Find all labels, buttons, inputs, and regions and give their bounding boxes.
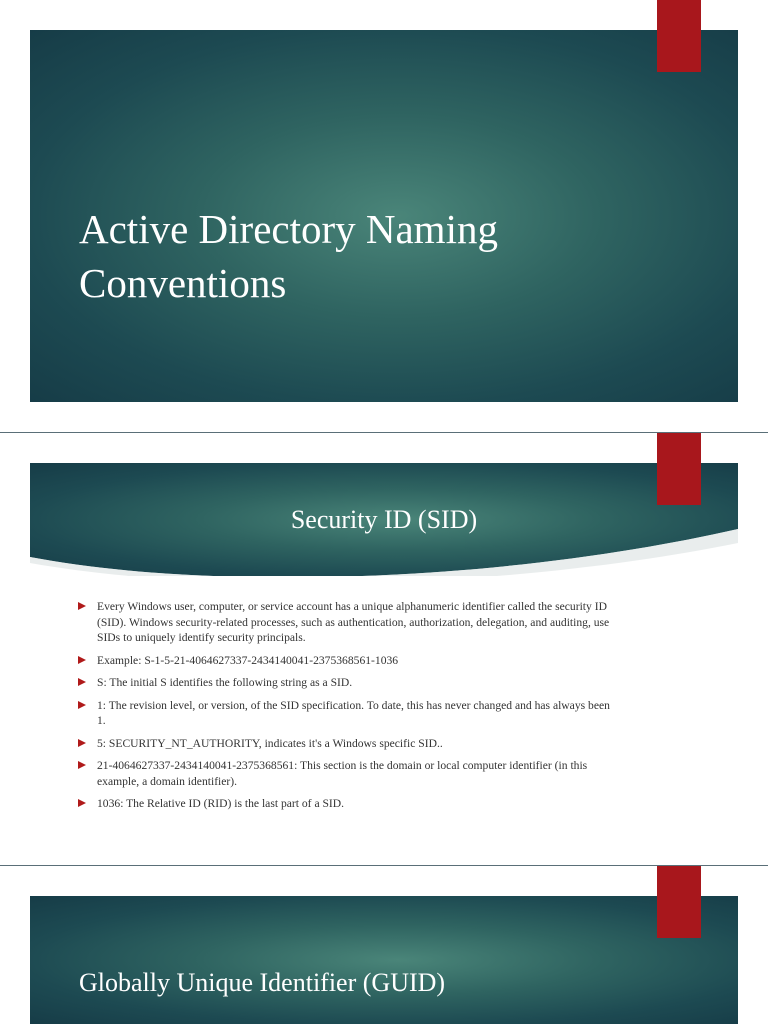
list-item <box>78 796 618 812</box>
bullet-text: S: The initial S identifies the following string as a SID. <box>97 676 353 689</box>
triangle-right-bullet-icon <box>78 739 86 747</box>
triangle-right-bullet-icon <box>78 701 86 709</box>
bullet-list <box>78 599 618 819</box>
list-item <box>78 653 618 669</box>
triangle-right-bullet-icon <box>78 799 86 807</box>
bullet-text: Every Windows user, computer, or service account has a unique alphanumeric identifier called the security ID (SID). Windows security-related processes, such as authentication, authorization, delegation, and auditing, use SIDs to uniquely identify security principals. <box>97 600 610 644</box>
list-item <box>78 758 618 789</box>
slide-1 <box>0 0 768 432</box>
list-item <box>78 736 618 752</box>
triangle-right-bullet-icon <box>78 602 86 610</box>
list-item <box>78 599 618 646</box>
bullet-text: 21-4064627337-2434140041-2375368561: This section is the domain or local computer identifier (in this example, a domain identifier). <box>97 759 588 788</box>
slide-3 <box>0 866 768 1024</box>
slide-title: Active Directory Naming Conventions <box>79 206 498 306</box>
red-accent-tab <box>657 866 701 938</box>
slide-title: Security ID (SID) <box>290 505 478 534</box>
bullet-text: 1036: The Relative ID (RID) is the last part of a SID. <box>97 797 345 810</box>
red-accent-tab <box>657 433 701 505</box>
list-item <box>78 675 618 691</box>
triangle-right-bullet-icon <box>78 761 86 769</box>
red-accent-tab <box>657 0 701 72</box>
bullet-text: Example: S-1-5-21-4064627337-2434140041-2375368561-1036 <box>97 653 399 667</box>
triangle-right-bullet-icon <box>78 678 86 686</box>
triangle-right-bullet-icon <box>78 656 86 664</box>
header-panel <box>30 463 738 576</box>
slide-2 <box>0 433 768 865</box>
white-swoosh <box>30 463 738 576</box>
bullet-text: 1: The revision level, or version, of the SID specification. To date, this has never changed and has always been 1. <box>97 698 610 727</box>
title-panel <box>30 30 738 402</box>
slide-title: Globally Unique Identifier (GUID) <box>79 968 446 997</box>
title-panel <box>30 896 738 1024</box>
bullet-text: 5: SECURITY_NT_AUTHORITY, indicates it's a Windows specific SID.. <box>97 736 443 750</box>
list-item <box>78 698 618 729</box>
